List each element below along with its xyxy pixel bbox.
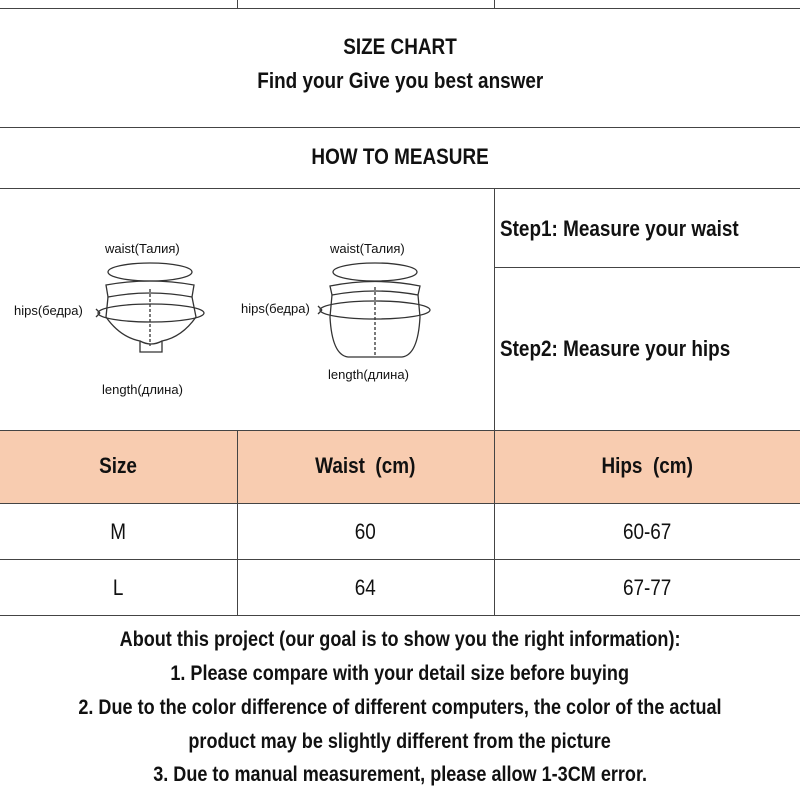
step1-text: Step1: Measure your waist: [500, 216, 739, 241]
table-header-hips: Hips (cm): [601, 453, 693, 478]
table-cell-waist: 60: [354, 519, 377, 544]
divider: [0, 559, 800, 560]
size-chart-subtitle: Find your Give you best answer: [257, 68, 543, 93]
diagram2-waist-label: waist(Талия): [330, 241, 405, 256]
table-cell-waist: 64: [354, 575, 377, 600]
table-cell-hips: 60-67: [622, 519, 672, 544]
size-chart-title: SIZE CHART: [343, 34, 457, 59]
diagram2-hips-label: hips(бедра): [241, 301, 310, 316]
how-to-measure-title: HOW TO MEASURE: [311, 144, 489, 169]
table-cell-size: M: [110, 519, 127, 544]
table-cell-hips: 67-77: [622, 575, 672, 600]
steps-divider: [494, 188, 495, 430]
note-1: 1. Please compare with your detail size before buying: [170, 662, 630, 685]
divider: [494, 267, 800, 268]
note-2: 2. Due to the color difference of different computers, the color of the actual: [78, 696, 722, 719]
note-3: 3. Due to manual measurement, please allow 1-3CM error.: [153, 763, 647, 786]
divider: [0, 503, 800, 504]
step2-text: Step2: Measure your hips: [500, 336, 731, 361]
measure-diagrams: [0, 189, 494, 430]
diagram1-length-label: length(длина): [102, 382, 183, 397]
top-divider-right: [494, 0, 495, 8]
table-header-size: Size: [99, 453, 138, 478]
table-top-border: [0, 430, 800, 431]
diagram1-hips-label: hips(бедра): [14, 303, 83, 318]
note-intro: About this project (our goal is to show you the right information):: [119, 628, 681, 651]
table-bottom-border: [0, 615, 800, 616]
note-2-continued: product may be slightly different from the picture: [188, 730, 612, 753]
divider: [0, 127, 800, 128]
diagram1-waist-label: waist(Талия): [105, 241, 180, 256]
top-border: [0, 8, 800, 9]
table-cell-size: L: [113, 575, 124, 600]
table-header-waist: Waist (cm): [315, 453, 416, 478]
diagram2-length-label: length(длина): [328, 367, 409, 382]
top-divider-left: [237, 0, 238, 8]
